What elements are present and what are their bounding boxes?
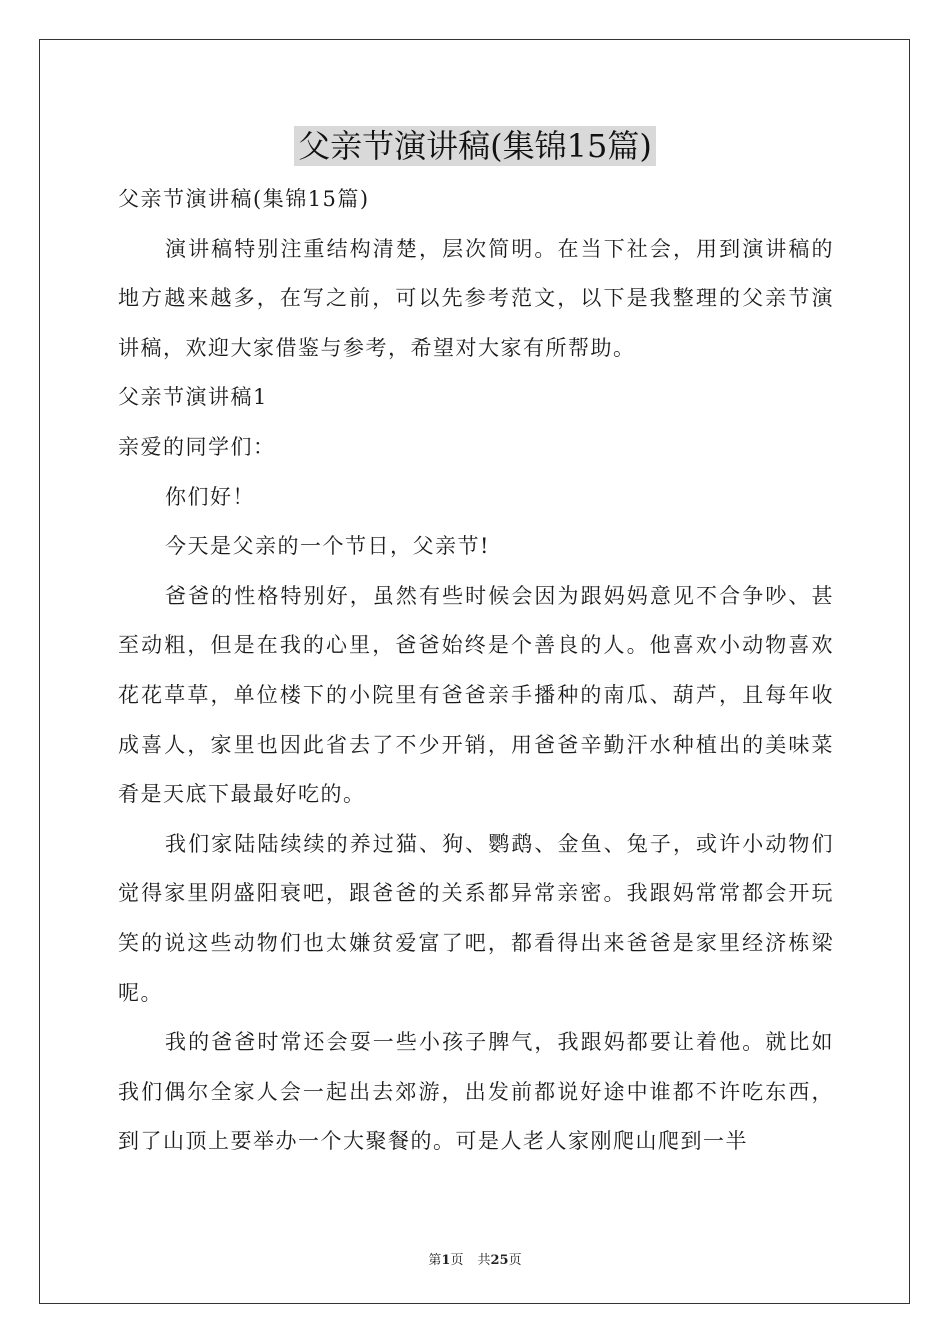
page-suffix: 页	[450, 1253, 464, 1268]
document-body	[118, 175, 834, 1167]
page-footer	[0, 1249, 950, 1268]
body-paragraph: 爸爸的性格特别好，虽然有些时候会因为跟妈妈意见不合争吵、甚至动粗，但是在我的心里，爸爸始终是个善良的人。他喜欢小动物喜欢花花草草，单位楼下的小院里有爸爸亲手播种的南瓜、葫芦，且每年收成喜人，家里也因此省去了不少开销，用爸爸辛勤汗水种植出的美味菜肴是天底下最最好吃的。	[118, 583, 834, 807]
total-prefix: 共	[477, 1253, 491, 1268]
body-paragraph: 今天是父亲的一个节日，父亲节!	[165, 534, 490, 559]
body-paragraph: 我们家陆陆续续的养过猫、狗、鹦鹉、金鱼、兔子，或许小动物们觉得家里阴盛阳衰吧，跟爸爸的关系都异常亲密。我跟妈常常都会开玩笑的说这些动物们也太嫌贫爱富了吧，都看得出来爸爸是家里经济栋梁呢。	[118, 831, 834, 1005]
title-container	[0, 126, 950, 166]
salutation: 亲爱的同学们：	[118, 434, 276, 459]
greeting: 你们好！	[165, 484, 255, 509]
section-heading: 父亲节演讲稿1	[118, 385, 268, 410]
body-paragraph: 我的爸爸时常还会耍一些小孩子脾气，我跟妈都要让着他。就比如我们偶尔全家人会一起出去郊游，出发前都说好途中谁都不许吃东西，到了山顶上要举办一个大聚餐的。可是人老人家刚爬山爬到一半	[118, 1030, 834, 1154]
page-number: 1	[441, 1253, 451, 1268]
document-title: 父亲节演讲稿(集锦15篇)	[294, 126, 656, 166]
total-suffix: 页	[508, 1253, 522, 1268]
page-prefix: 第	[428, 1253, 442, 1268]
total-pages: 25	[490, 1253, 509, 1268]
intro-paragraph: 演讲稿特别注重结构清楚，层次简明。在当下社会，用到演讲稿的地方越来越多，在写之前，可以先参考范文，以下是我整理的父亲节演讲稿，欢迎大家借鉴与参考，希望对大家有所帮助。	[118, 236, 834, 360]
subtitle-line: 父亲节演讲稿(集锦15篇)	[118, 187, 370, 211]
